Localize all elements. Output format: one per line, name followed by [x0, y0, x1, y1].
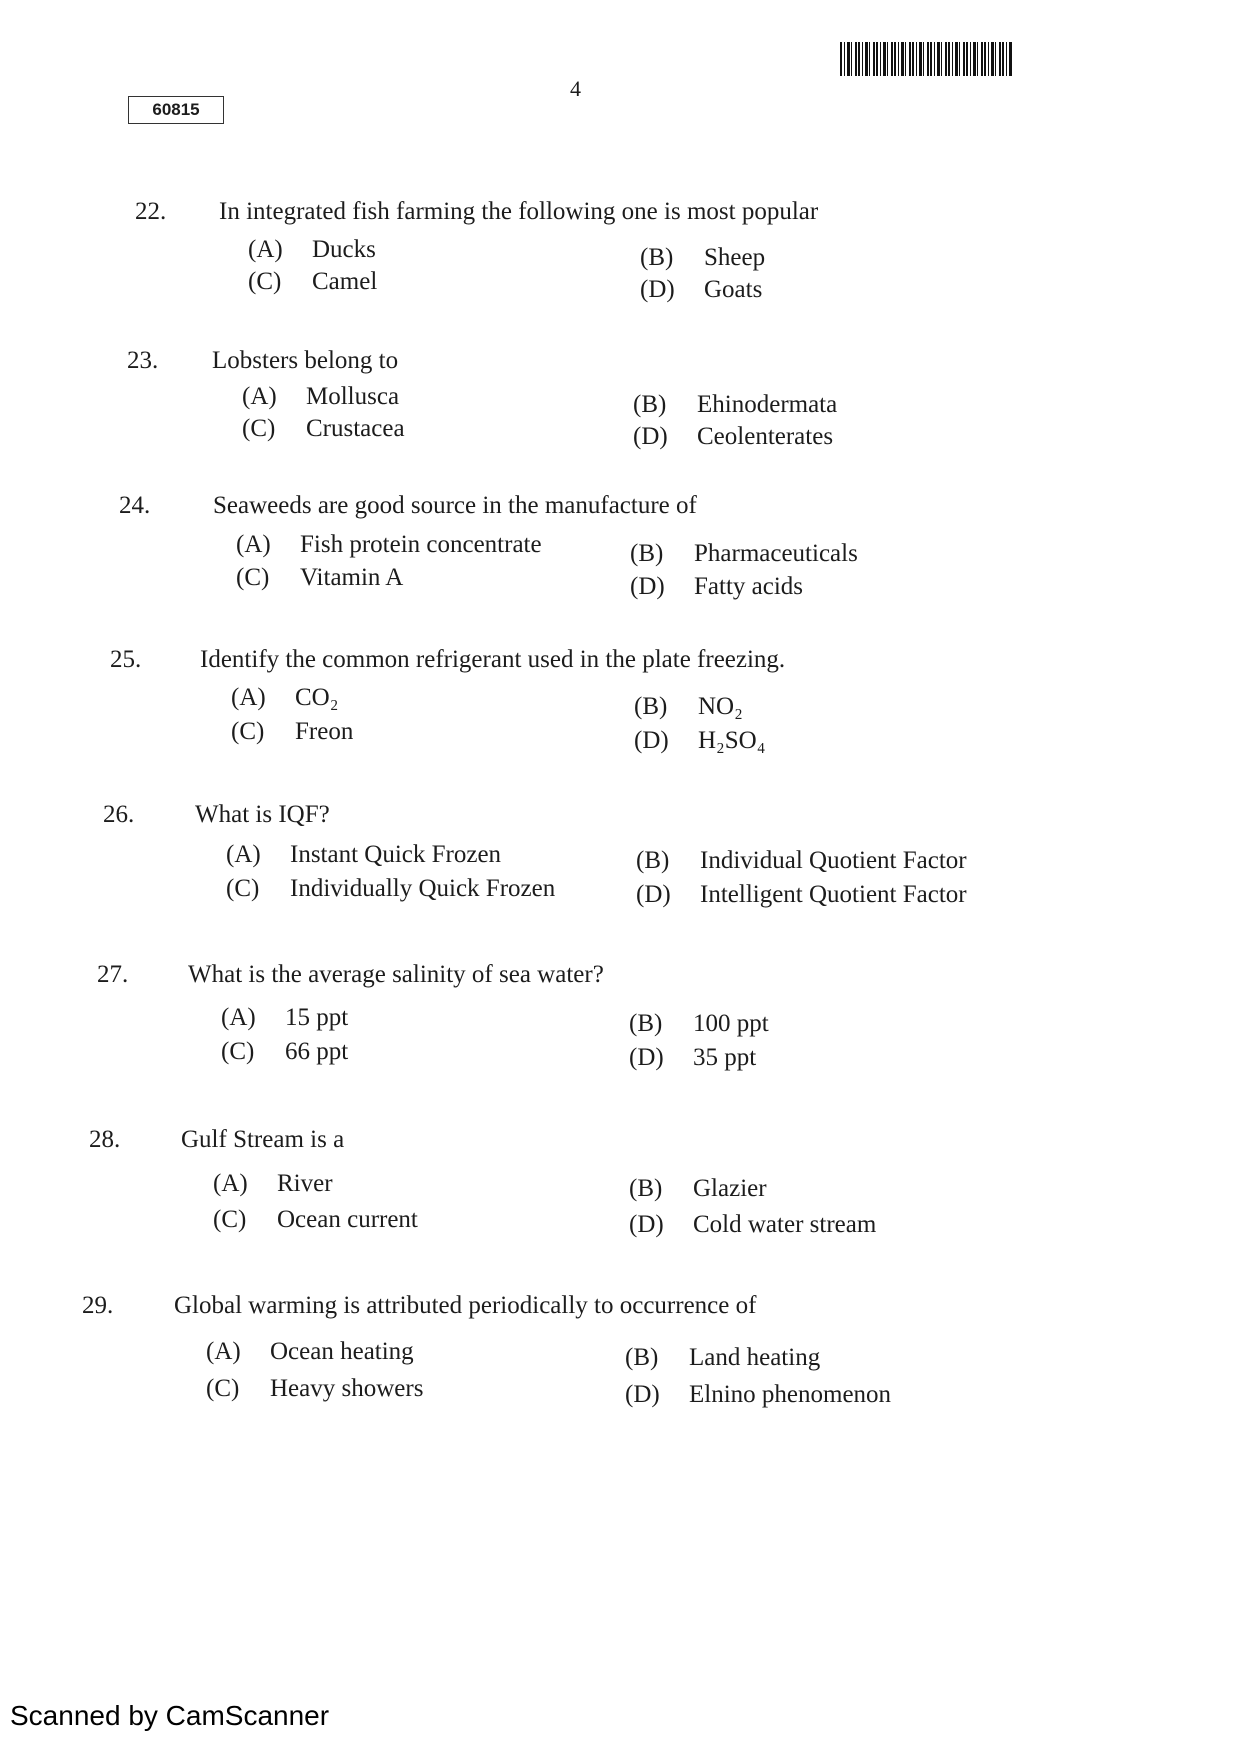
- question-number: 27.: [97, 961, 129, 988]
- option-b: [634, 693, 743, 721]
- option-text: Individually Quick Frozen: [290, 875, 556, 902]
- option-letter: (C): [248, 268, 282, 295]
- question-number: 24.: [119, 492, 151, 519]
- option-d: [629, 1211, 876, 1239]
- option-a: [231, 684, 338, 712]
- option-letter: (B): [625, 1344, 659, 1371]
- option-letter: (A): [226, 841, 261, 868]
- option-c: [206, 1375, 423, 1403]
- option-text: Ducks: [312, 236, 376, 263]
- option-letter: (C): [206, 1375, 240, 1402]
- option-b: [636, 847, 967, 875]
- option-d: [630, 573, 803, 601]
- option-text: Ehinodermata: [697, 391, 838, 418]
- option-text: Goats: [704, 276, 763, 303]
- question-text: Global warming is attributed periodically to occurrence of: [174, 1292, 757, 1319]
- option-text: Mollusca: [306, 383, 400, 410]
- question-number: 22.: [135, 198, 167, 225]
- option-c: [242, 415, 405, 443]
- option-text: Heavy showers: [270, 1375, 424, 1402]
- option-text: NO₂: [698, 693, 743, 720]
- option-text: Ocean heating: [270, 1338, 414, 1365]
- option-letter: (C): [226, 875, 260, 902]
- option-letter: (A): [221, 1004, 256, 1031]
- option-text: Individual Quotient Factor: [700, 847, 967, 874]
- option-c: [221, 1038, 348, 1066]
- option-letter: (C): [221, 1038, 255, 1065]
- option-a: [236, 531, 542, 559]
- option-text: Instant Quick Frozen: [290, 841, 502, 868]
- option-letter: (D): [625, 1381, 660, 1408]
- option-text: 35 ppt: [693, 1044, 757, 1071]
- option-text: Glazier: [693, 1175, 767, 1202]
- option-text: Freon: [295, 718, 354, 745]
- option-letter: (A): [231, 684, 266, 711]
- option-d: [640, 276, 762, 304]
- option-letter: (D): [640, 276, 675, 303]
- option-text: Fish protein concentrate: [300, 531, 542, 558]
- option-letter: (C): [231, 718, 265, 745]
- option-letter: (B): [630, 540, 664, 567]
- option-text: 100 ppt: [693, 1010, 769, 1037]
- option-b: [633, 391, 837, 419]
- option-letter: (B): [634, 693, 668, 720]
- option-letter: (C): [213, 1206, 247, 1233]
- option-text: Fatty acids: [694, 573, 804, 600]
- question-text: What is the average salinity of sea water?: [188, 961, 604, 988]
- question-number: 29.: [82, 1292, 114, 1319]
- option-letter: (D): [629, 1211, 664, 1238]
- option-letter: (B): [629, 1175, 663, 1202]
- option-a: [221, 1004, 348, 1032]
- option-d: [625, 1381, 891, 1409]
- option-letter: (D): [629, 1044, 664, 1071]
- option-c: [226, 875, 555, 903]
- option-letter: (A): [206, 1338, 241, 1365]
- option-text: Camel: [312, 268, 378, 295]
- option-a: [248, 236, 376, 264]
- option-text: Cold water stream: [693, 1211, 877, 1238]
- question-text: Gulf Stream is a: [181, 1126, 345, 1153]
- option-letter: (B): [633, 391, 667, 418]
- option-b: [629, 1175, 767, 1203]
- option-letter: (B): [629, 1010, 663, 1037]
- option-text: Elnino phenomenon: [689, 1381, 892, 1408]
- option-letter: (D): [630, 573, 665, 600]
- question-text: Identify the common refrigerant used in the plate freezing.: [200, 646, 786, 673]
- option-text: CO₂: [295, 684, 339, 711]
- option-letter: (C): [236, 564, 270, 591]
- question-text: What is IQF?: [195, 801, 330, 828]
- option-c: [248, 268, 377, 296]
- question-number: 25.: [110, 646, 142, 673]
- option-text: Vitamin A: [300, 564, 404, 591]
- option-c: [231, 718, 353, 746]
- option-c: [213, 1206, 418, 1234]
- option-letter: (A): [248, 236, 283, 263]
- question-text: In integrated fish farming the following one is most popular: [219, 198, 819, 225]
- option-b: [640, 244, 765, 272]
- option-text: Sheep: [704, 244, 766, 271]
- option-d: [629, 1044, 756, 1072]
- option-c: [236, 564, 403, 592]
- option-letter: (A): [213, 1170, 248, 1197]
- option-b: [629, 1010, 769, 1038]
- option-d: [636, 881, 967, 909]
- option-a: [242, 383, 399, 411]
- option-text: Ocean current: [277, 1206, 418, 1233]
- option-text: Ceolenterates: [697, 423, 834, 450]
- barcode: [840, 42, 1012, 76]
- option-b: [630, 540, 858, 568]
- option-text: Intelligent Quotient Factor: [700, 881, 967, 908]
- option-a: [226, 841, 501, 869]
- question-number: 26.: [103, 801, 135, 828]
- option-text: Land heating: [689, 1344, 821, 1371]
- question-number: 28.: [89, 1126, 121, 1153]
- scanner-watermark: Scanned by CamScanner: [10, 1700, 330, 1731]
- option-text: Crustacea: [306, 415, 405, 442]
- page-number: 4: [570, 76, 581, 101]
- option-a: [206, 1338, 414, 1366]
- paper-code: 60815: [128, 96, 224, 124]
- option-letter: (C): [242, 415, 276, 442]
- option-text: H₂SO₄: [698, 727, 766, 754]
- option-letter: (D): [633, 423, 668, 450]
- question-number: 23.: [127, 347, 159, 374]
- question-text: Seaweeds are good source in the manufacture of: [213, 492, 697, 519]
- option-letter: (B): [640, 244, 674, 271]
- question-text: Lobsters belong to: [212, 347, 399, 374]
- option-letter: (A): [236, 531, 271, 558]
- option-d: [634, 727, 765, 755]
- option-letter: (A): [242, 383, 277, 410]
- option-letter: (D): [634, 727, 669, 754]
- option-text: River: [277, 1170, 333, 1197]
- option-a: [213, 1170, 333, 1198]
- option-d: [633, 423, 833, 451]
- option-letter: (B): [636, 847, 670, 874]
- option-b: [625, 1344, 820, 1372]
- option-letter: (D): [636, 881, 671, 908]
- option-text: 66 ppt: [285, 1038, 349, 1065]
- option-text: 15 ppt: [285, 1004, 349, 1031]
- option-text: Pharmaceuticals: [694, 540, 858, 567]
